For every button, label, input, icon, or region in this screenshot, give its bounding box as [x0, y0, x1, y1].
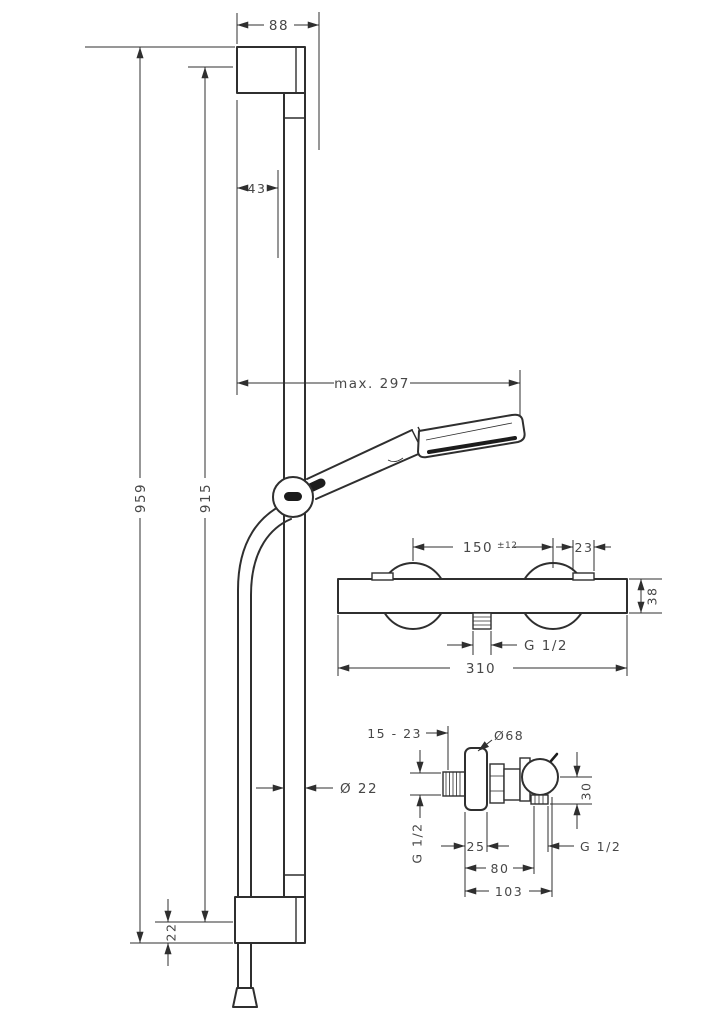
mixer-side-view	[443, 748, 558, 810]
top-wall-bracket	[237, 47, 305, 93]
dim-label-outlet-thread-side: G 1/2	[580, 839, 622, 854]
mixer-body	[338, 579, 627, 613]
escutcheon	[465, 748, 487, 810]
dim-projection-range	[367, 726, 448, 770]
dim-outlet-drop	[550, 752, 594, 829]
dim-label-union-distance: 150	[462, 540, 494, 556]
dim-label-bar-height: 915	[198, 482, 214, 514]
dim-max-reach	[237, 370, 520, 416]
dim-union-distance	[413, 538, 553, 568]
dim-body-height	[629, 579, 662, 613]
dim-label-projection-range: 15 - 23	[367, 726, 422, 741]
dim-label-total-height: 959	[133, 482, 149, 514]
dim-label-escutcheon-diameter: Ø68	[494, 728, 525, 743]
mixer-outlet-side	[531, 795, 548, 804]
dim-label-outlet-thread-front: G 1/2	[524, 638, 568, 654]
dimensions	[85, 12, 662, 966]
dim-label-outlet-drop: 30	[578, 781, 594, 801]
slider-holder	[273, 477, 321, 517]
dim-label-bottom-offset: 22	[163, 922, 179, 942]
union-nut	[490, 764, 504, 803]
dim-label-bar-diameter: Ø 22	[340, 781, 379, 797]
dim-outlet-thread-front	[447, 631, 568, 655]
inlet-nipple	[443, 772, 465, 796]
valve-connector	[504, 769, 520, 800]
dim-escutcheon-diameter	[478, 728, 524, 751]
dim-label-bracket-width: 88	[268, 18, 290, 34]
dim-label-union-tolerance: ±12	[497, 541, 518, 551]
hose-end-cone	[233, 988, 257, 1007]
mixer-outlet-front	[473, 613, 491, 629]
mixer-front-view	[338, 563, 627, 629]
dim-label-max-reach: max. 297	[334, 376, 410, 392]
dim-label-inlet-thread: G 1/2	[409, 822, 425, 864]
dim-label-body-height: 38	[644, 586, 660, 606]
hand-shower	[307, 415, 525, 499]
dim-label-escutcheon-depth: 25	[466, 839, 486, 854]
holder-button	[284, 492, 302, 501]
dim-outlet-thread-side	[548, 806, 621, 854]
dim-label-holder-offset: 43	[247, 181, 267, 196]
dim-label-total-depth: 103	[494, 884, 524, 899]
shower-rail-assembly	[233, 47, 525, 1007]
knob-pin	[551, 754, 557, 761]
dim-bottom-offset	[164, 899, 179, 966]
dim-label-outlet-depth: 80	[490, 861, 510, 876]
dim-inlet-thread	[410, 750, 442, 864]
bottom-wall-bracket	[235, 897, 305, 943]
dim-label-union-edge: 23	[574, 540, 594, 555]
dim-holder-offset	[237, 100, 278, 395]
dim-bar-diameter	[256, 781, 378, 797]
dim-bar-height	[155, 67, 233, 922]
control-knob	[522, 759, 558, 795]
dim-label-body-width: 310	[465, 661, 497, 677]
